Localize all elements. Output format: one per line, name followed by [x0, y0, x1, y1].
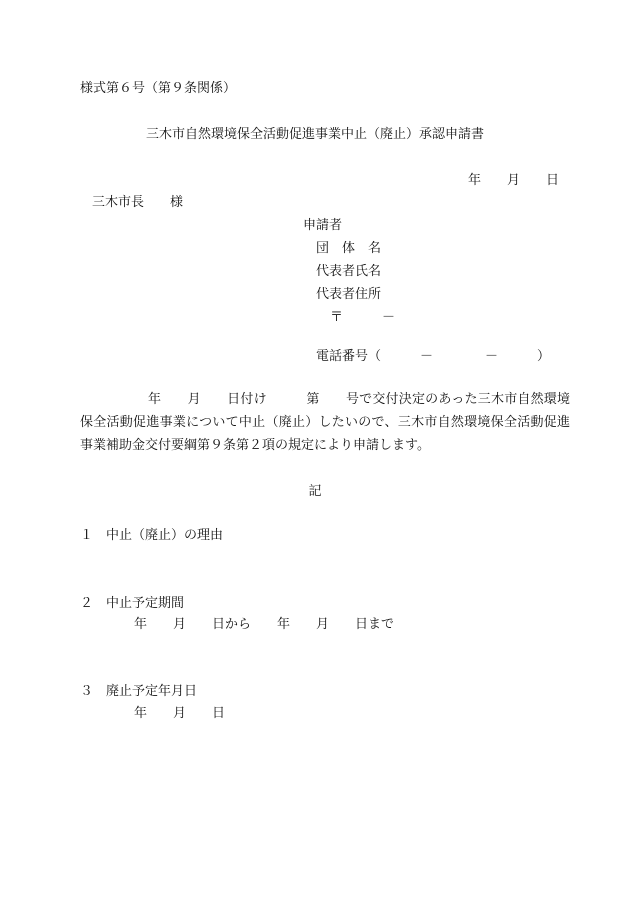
item-3-value: 年 月 日 [134, 706, 226, 721]
postal-code-label: 〒 － [330, 310, 396, 325]
item-2-label: ２ 中止予定期間 [80, 596, 185, 611]
item-1-label: １ 中止（廃止）の理由 [80, 528, 224, 543]
form-number: 様式第６号（第９条関係） [80, 81, 237, 96]
item-2-value: 年 月 日から 年 月 日まで [134, 617, 395, 632]
org-name-label: 団 体 名 [316, 241, 382, 256]
applicant-label: 申請者 [303, 218, 343, 233]
body-paragraph: 年 月 日付け 第 号で交付決定のあった三木市自然環境保全活動促進事業について中止（廃止）したいので、三木市自然環境保全活動促進事業補助金交付要綱第９条第２項の規定により申請します。 [80, 392, 570, 453]
representative-address-label: 代表者住所 [316, 287, 382, 302]
date-line: 年 月 日 [468, 173, 560, 188]
ki-heading: 記 [308, 484, 322, 499]
addressee: 三木市長 様 [92, 195, 184, 210]
document-title: 三木市自然環境保全活動促進事業中止（廃止）承認申請書 [145, 127, 484, 142]
item-3-label: ３ 廃止予定年月日 [80, 684, 198, 699]
representative-name-label: 代表者氏名 [316, 264, 382, 279]
phone-number-label: 電話番号（ － － ） [316, 349, 551, 364]
